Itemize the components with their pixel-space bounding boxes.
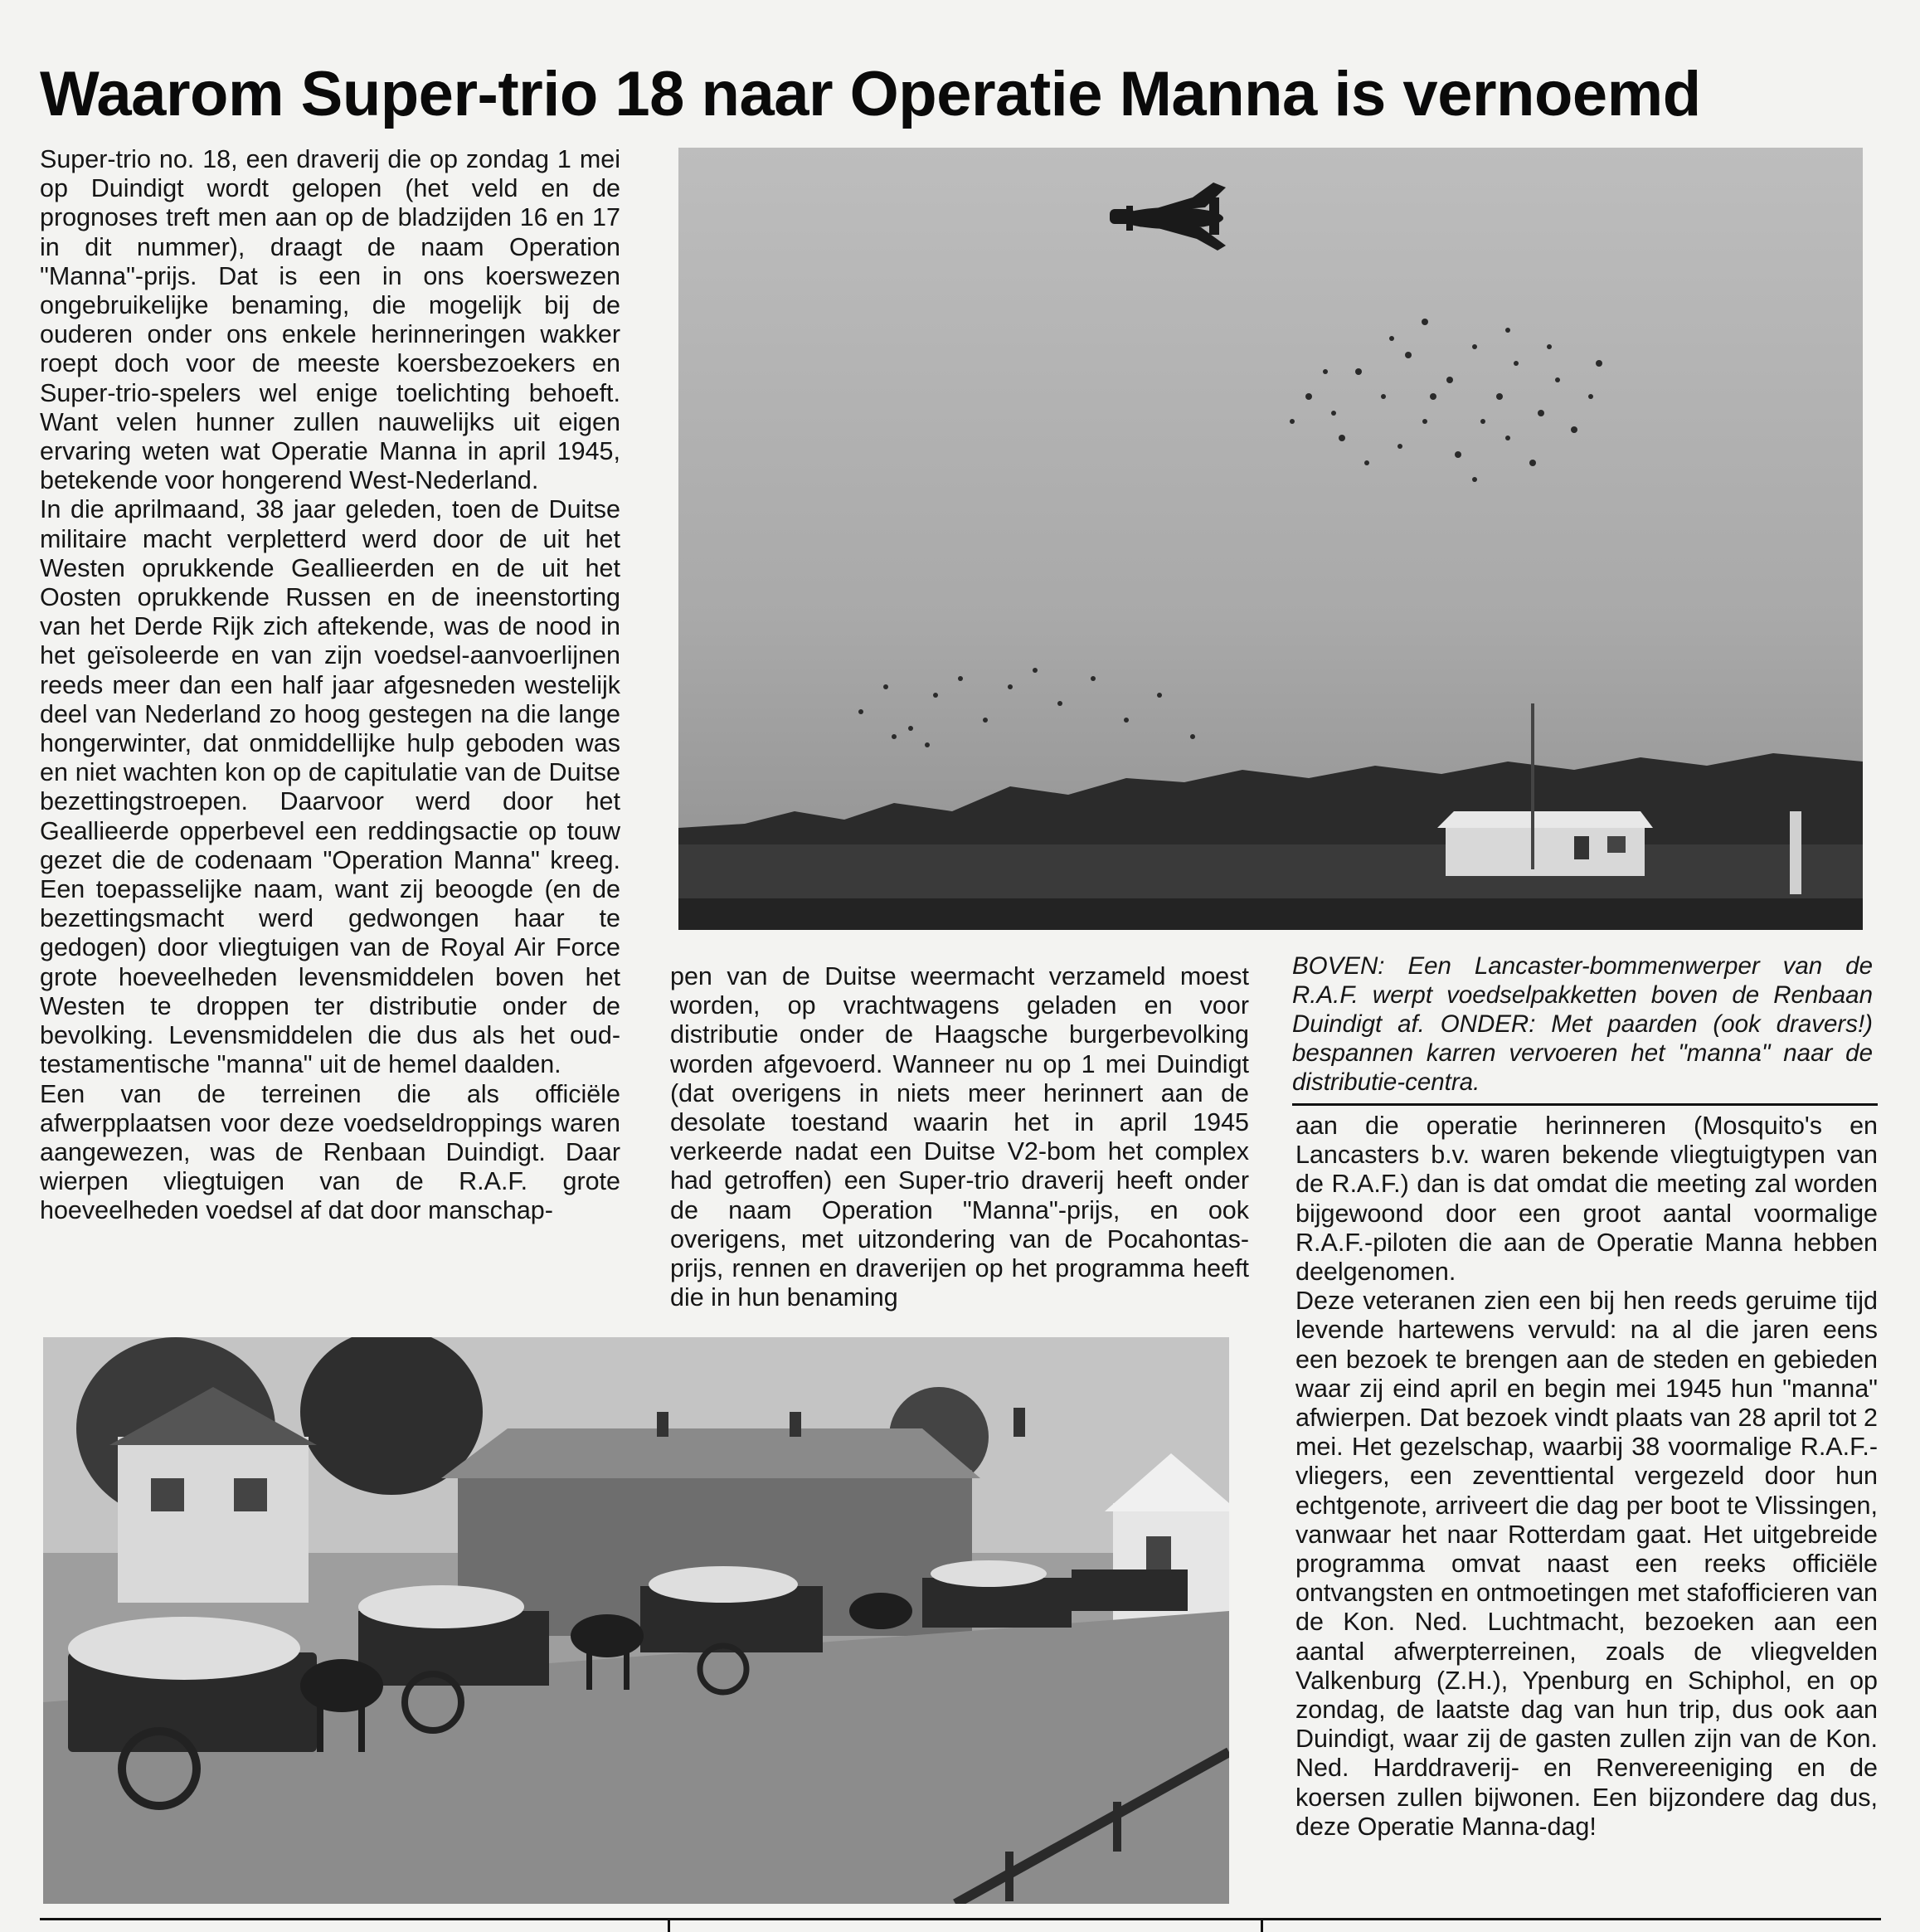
paragraph: Deze veteranen zien een bij hen reeds geruime tijd levende hartewens vervuld: na al die jaren eens een bezoek te brengen aan de steden en gebieden waar zij eind april en begin mei 1945 hun "manna" afwierpen. Dat bezoek vindt plaats van 28 april tot 2 mei. Het gezelschap, waarbij 38 voormalige R.A.F.-vliegers, een zeventtiental vergezeld door hun echtgenote, arriveert die dag per boot te Vlissingen, vanwaar het naar Rotterdam gaat. Het uitgebreide programma omvat naast een reeks officiële ontvangsten en ontmoetingen met stafofficieren van de Kon. Ned. Luchtmacht, bezoeken aan een aantal afwerpterreinen, zoals de vliegvelden Valkenburg (Z.H.), Ypenburg en Schiphol, en op zondag, de laatste dag van hun trip, dus ook aan Duindigt, waar zij de gasten zullen zijn van de Kon. Ned. Harddraverij- en Renvereeniging en de koersen zullen bijwonen. Een bijzondere dag dus, deze Operatie Manna-dag! [1295,1287,1878,1841]
paragraph: pen van de Duitse weermacht verzameld moest worden, op vrachtwagens geladen en voor distributie onder de Haagsche burgerbevolking worden afgevoerd. Wanneer nu op 1 mei Duindigt (dat overigens in niets meer herinnert aan de desolate toestand waarin het in april 1945 verkeerde nadat een Duitse V2-bom het complex had getroffen) een Super-trio draverij heeft onder de naam Operation "Manna"-prijs, en ook overigens, met uitzondering van de Pocahontas-prijs, rennen en draverijen op het programma heeft die in hun benaming [670,962,1249,1312]
paragraph: In die aprilmaand, 38 jaar geleden, toen de Duitse militaire macht verpletterd werd door de uit het Westen oprukkende Geallieerden en de uit het Oosten oprukkende Russen en de ineenstorting van het Derde Rijk zich aftekende, was de nood in het geïsoleerde en van zijn voedsel-aanvoerlijnen reeds meer dan een half jaar afgesneden westelijk deel van Nederland zo hoog gestegen na die lange hongerwinter, dat onmiddellijke hulp geboden was en niet wachten kon op de capitulatie van de Duitse bezettingstroepen. Daarvoor werd door het Geallieerde opperbevel een reddingsactie op touw gezet die de codenaam "Operation Manna" kreeg. Een toepasselijke naam, want zij beoogde (en de bezettingsmacht werd gedwongen haar te gedogen) door vliegtuigen van de Royal Air Force grote hoeveelheden levensmiddelen boven het Westen te droppen ter distributie onder de bevolking. Levensmiddelen die dus als het oud-testamentische "manna" uit de hemel daalden. [40,495,620,1079]
caption-divider [1292,1103,1878,1106]
footer-rule [40,1918,1881,1920]
photo-caption: BOVEN: Een Lancaster-bommenwerper van de R.A.F. werpt voedselpakketten boven de Renbaan Duindigt af. ONDER: Met paarden (ook dravers!) bespannen karren vervoeren het "manna" naar de distributie-centra. [1292,952,1873,1096]
article-column-3 [1295,1112,1878,1842]
article-column-1 [40,145,620,1226]
article-column-2 [670,962,1249,1312]
footer-divider [1261,1918,1263,1932]
article-headline: Waarom Super-trio 18 naar Operatie Manna is vernoemd [40,59,1701,129]
paragraph: aan die operatie herinneren (Mosquito's en Lancasters b.v. waren bekende vliegtuigtypen van de R.A.F.) dan is dat omdat die meeting zal worden bijgewoond door een groot aantal voormalige R.A.F.-piloten die aan de Operatie Manna hebben deelgenomen. [1295,1112,1878,1287]
paragraph: Super-trio no. 18, een draverij die op zondag 1 mei op Duindigt wordt gelopen (het veld en de prognoses treft men aan op de bladzijden 16 en 17 in dit nummer), draagt de naam Operation "Manna"-prijs. Dat is een in ons koerswezen ongebruikelijke benaming, die mogelijk bij de ouderen onder ons enkele herinneringen wakker roept doch voor de meeste koersbezoekers en Super-trio-spelers wel enige toelichting behoeft. Want velen hunner zullen nauwelijks uit eigen ervaring weten wat Operatie Manna in april 1945, betekende voor hongerend West-Nederland. [40,145,620,495]
footer-divider [668,1918,670,1932]
lancaster-drop-photo [678,148,1863,930]
paragraph: Een van de terreinen die als officiële afwerpplaatsen voor deze voedseldroppings waren aangewezen, was de Renbaan Duindigt. Daar wierpen vliegtuigen van de R.A.F. grote hoeveelheden voedsel af dat door manschap- [40,1079,620,1225]
horse-carts-photo [43,1337,1229,1904]
